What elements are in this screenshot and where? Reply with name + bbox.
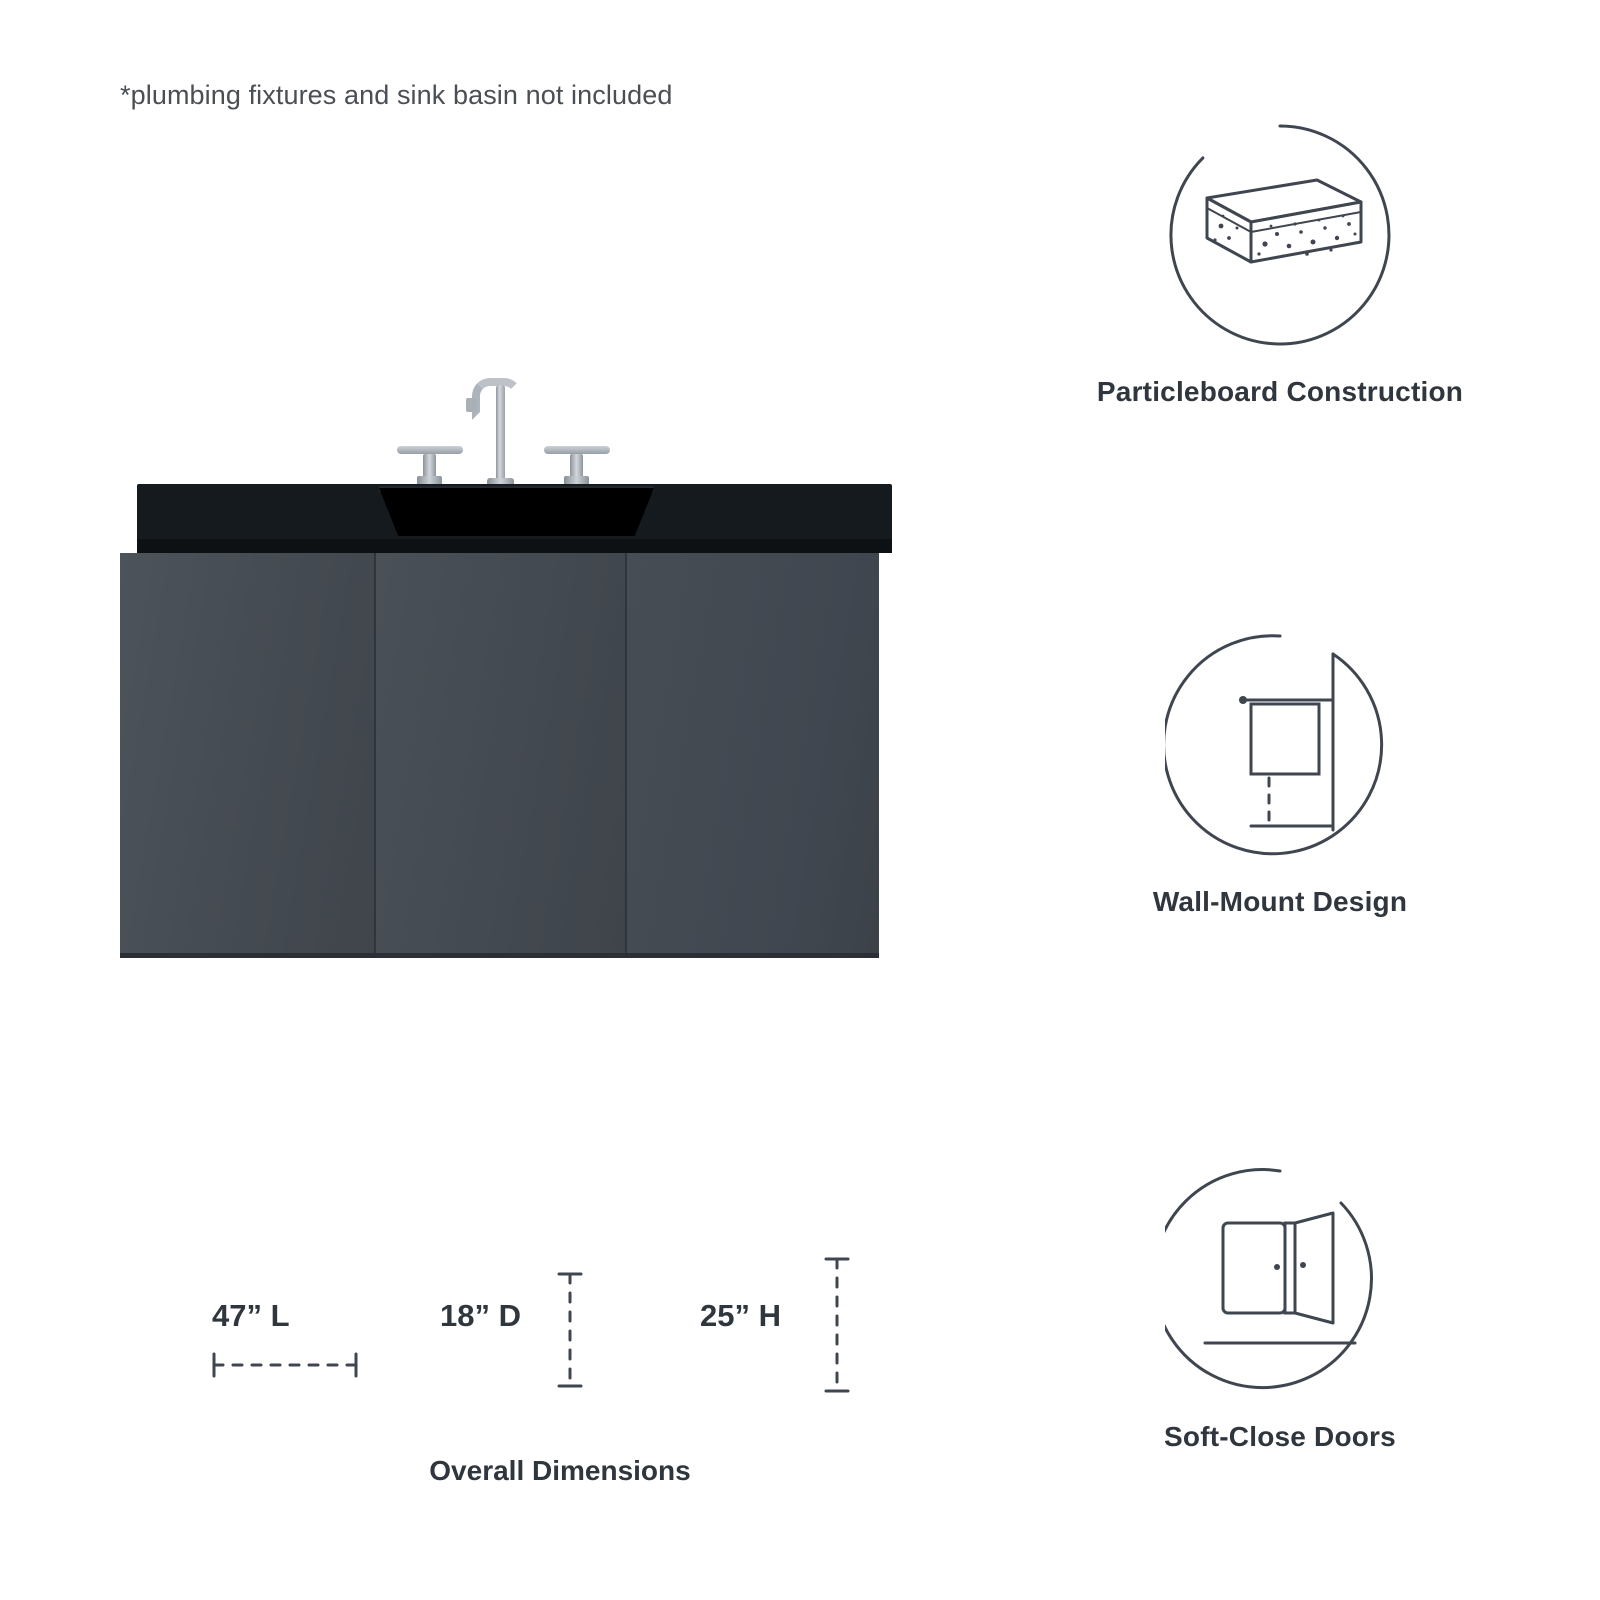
dimension-length bbox=[212, 1298, 290, 1334]
vertical-measure-icon-height bbox=[822, 1255, 852, 1395]
door-seam-left bbox=[374, 553, 376, 953]
dimension-height bbox=[700, 1298, 781, 1334]
wall-mount-bracket-icon bbox=[1165, 630, 1395, 860]
faucet-spout-tip bbox=[466, 398, 477, 412]
dimensions-section bbox=[150, 1250, 970, 1550]
cabinet-bottom-edge bbox=[120, 953, 879, 958]
door-seam-right bbox=[625, 553, 627, 953]
faucet-spout bbox=[496, 385, 505, 485]
cabinet-door-center bbox=[376, 553, 626, 953]
sink-basin bbox=[379, 488, 654, 536]
product-illustration bbox=[120, 370, 910, 970]
particleboard-slab-icon bbox=[1165, 120, 1395, 350]
dimension-depth bbox=[440, 1298, 521, 1334]
feature-caption: Soft-Close Doors bbox=[1164, 1421, 1396, 1452]
feature-caption: Wall-Mount Design bbox=[1152, 886, 1408, 917]
dimensions-caption: Overall Dimensions bbox=[429, 1455, 691, 1486]
dimension-length-label: 47” L bbox=[212, 1298, 290, 1333]
disclaimer-text: *plumbing fixtures and sink basin not included bbox=[120, 80, 673, 110]
feature-wallmount bbox=[1080, 630, 1480, 918]
feature-softclose bbox=[1080, 1165, 1480, 1453]
horizontal-measure-icon bbox=[210, 1350, 360, 1380]
countertop-edge bbox=[137, 539, 892, 553]
faucet-handle-right-lever bbox=[544, 446, 610, 454]
dimension-depth-label: 18” D bbox=[440, 1298, 521, 1333]
feature-particleboard bbox=[1080, 120, 1480, 408]
dimension-height-label: 25” H bbox=[700, 1298, 781, 1333]
feature-caption: Particleboard Construction bbox=[1096, 376, 1464, 407]
faucet-handle-left-lever bbox=[397, 446, 463, 454]
vertical-measure-icon-depth bbox=[555, 1270, 585, 1390]
cabinet-door-right bbox=[627, 553, 879, 953]
vanity-cabinet bbox=[120, 553, 879, 953]
soft-close-doors-icon bbox=[1165, 1165, 1395, 1395]
cabinet-door-left bbox=[120, 553, 375, 953]
